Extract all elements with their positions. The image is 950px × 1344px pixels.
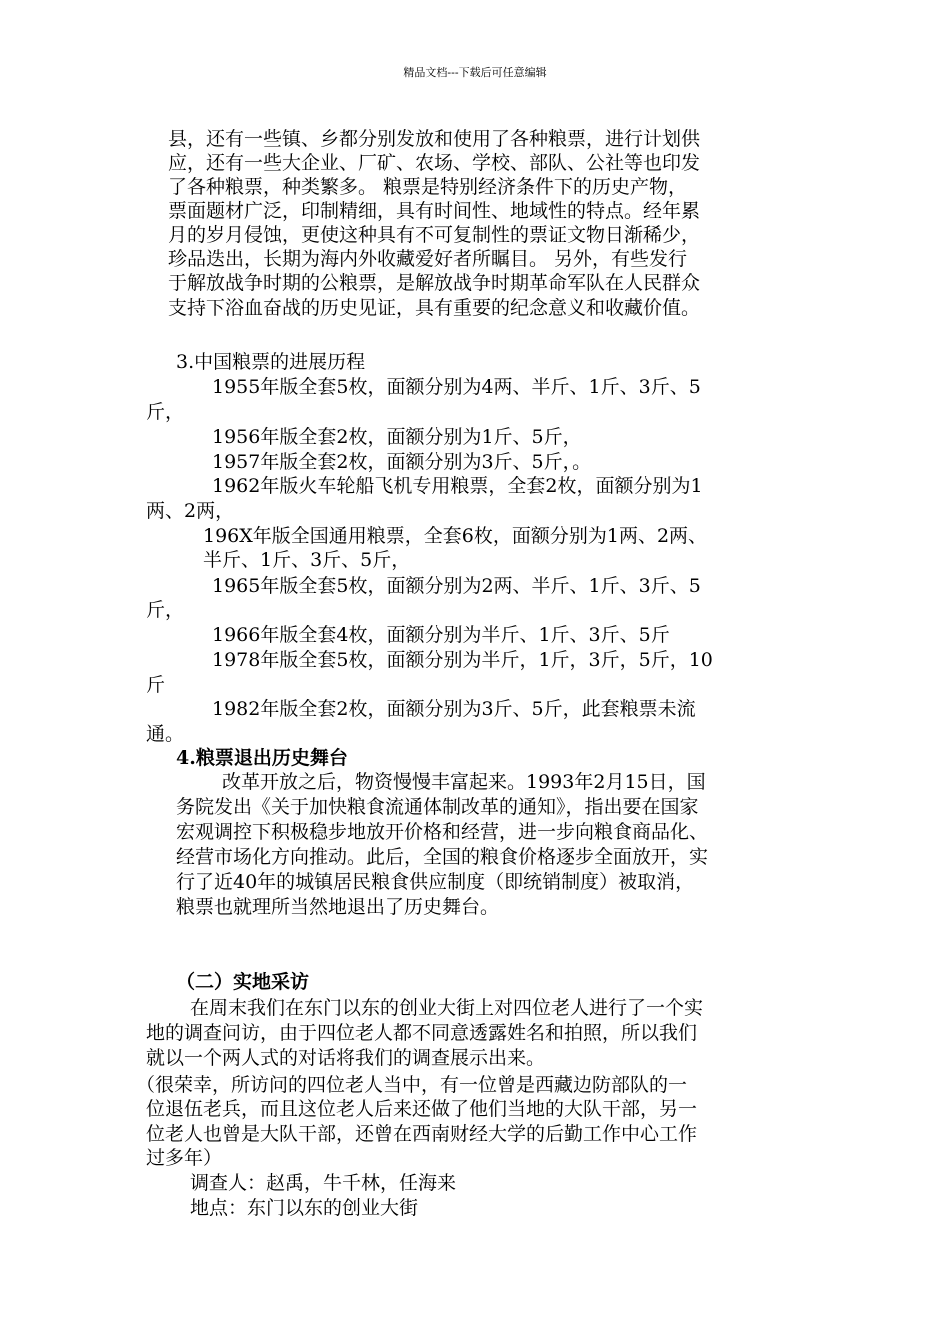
body-line: 票面题材广泛，印制精细，具有时间性、地域性的特点。经年累 — [168, 200, 701, 222]
section-field-line: 位退伍老兵，而且这位老人后来还做了他们当地的大队干部，另一 — [146, 1098, 698, 1120]
section-3-line: 1966年版全套4枚，面额分别为半斤、1斤、3斤、5斤 — [212, 624, 670, 646]
section-field-line: 就以一个两人式的对话将我们的调查展示出来。 — [146, 1047, 546, 1069]
section-3-line: 两、2两， — [146, 500, 235, 522]
section-4-line: 务院发出《关于加快粮食流通体制改革的通知》，指出要在国家 — [176, 796, 699, 818]
body-line: 于解放战争时期的公粮票，是解放战争时期革命军队在人民群众 — [168, 272, 701, 294]
section-field-title: （二）实地采访 — [176, 971, 310, 993]
body-line: 支持下浴血奋战的历史见证，具有重要的纪念意义和收藏价值。 — [168, 297, 701, 319]
section-field-line: 在周末我们在东门以东的创业大街上对四位老人进行了一个实 — [190, 997, 704, 1019]
section-3-line: 1962年版火车轮船飞机专用粮票，全套2枚，面额分别为1 — [212, 475, 703, 497]
section-3-line: 斤 — [146, 674, 166, 696]
section-field-line: 地点：东门以东的创业大街 — [190, 1197, 419, 1219]
body-line: 月的岁月侵蚀，更使这种具有不可复制性的票证文物日渐稀少， — [168, 224, 701, 246]
section-4-line: 改革开放之后，物资慢慢丰富起来。1993年2月15日，国 — [222, 771, 706, 793]
section-3-line: 1978年版全套5枚，面额分别为半斤，1斤，3斤，5斤，10 — [212, 649, 713, 671]
section-4-line: 行了近40年的城镇居民粮食供应制度（即统销制度）被取消， — [176, 871, 695, 893]
section-3-line: 1957年版全套2枚，面额分别为3斤、5斤，。 — [212, 451, 592, 473]
section-field-line: 过多年） — [146, 1147, 223, 1169]
section-3-title: 3.中国粮票的进展历程 — [176, 351, 366, 373]
section-3-line: 斤， — [146, 401, 185, 423]
body-line: 珍品迭出，长期为海内外收藏爱好者所瞩目。 另外，有些发行 — [168, 248, 688, 270]
section-3-line: 1965年版全套5枚，面额分别为2两、半斤、1斤、3斤、5 — [212, 575, 701, 597]
section-3-line: 半斤、1斤、3斤、5斤， — [203, 549, 411, 571]
body-line: 应，还有一些大企业、厂矿、农场、学校、部队、公社等也印发 — [168, 152, 701, 174]
body-line: 了各种粮票，种类繁多。 粮票是特别经济条件下的历史产物， — [168, 176, 688, 198]
body-line: 县，还有一些镇、乡都分别发放和使用了各种粮票，进行计划供 — [168, 128, 701, 150]
section-3-line: 1982年版全套2枚，面额分别为3斤、5斤，此套粮票未流 — [212, 698, 696, 720]
section-3-line: 1956年版全套2枚，面额分别为1斤、5斤， — [212, 426, 582, 448]
section-4-title: 4.粮票退出历史舞台 — [176, 747, 348, 769]
section-field-line: （很荣幸，所访问的四位老人当中，有一位曾是西藏边防部队的一 — [136, 1074, 688, 1096]
section-field-line: 地的调查问访，由于四位老人都不同意透露姓名和拍照，所以我们 — [146, 1022, 698, 1044]
section-4-line: 宏观调控下积极稳步地放开价格和经营，进一步向粮食商品化、 — [176, 821, 709, 843]
section-field-line: 位老人也曾是大队干部，还曾在西南财经大学的后勤工作中心工作 — [146, 1123, 698, 1145]
section-3-line: 196X年版全国通用粮票，全套6枚，面额分别为1两、2两、 — [203, 525, 708, 547]
section-4-line: 粮票也就理所当然地退出了历史舞台。 — [176, 896, 500, 918]
section-3-line: 斤， — [146, 599, 185, 621]
section-4-line: 经营市场化方向推动。此后，全国的粮食价格逐步全面放开，实 — [176, 846, 709, 868]
section-field-line: 调查人：赵禹，牛千林，任海来 — [190, 1172, 457, 1194]
page-header: 精品文档---下载后可任意编辑 — [403, 66, 547, 79]
section-3-line: 通。 — [146, 723, 185, 745]
section-3-line: 1955年版全套5枚，面额分别为4两、半斤、1斤、3斤、5 — [212, 376, 701, 398]
